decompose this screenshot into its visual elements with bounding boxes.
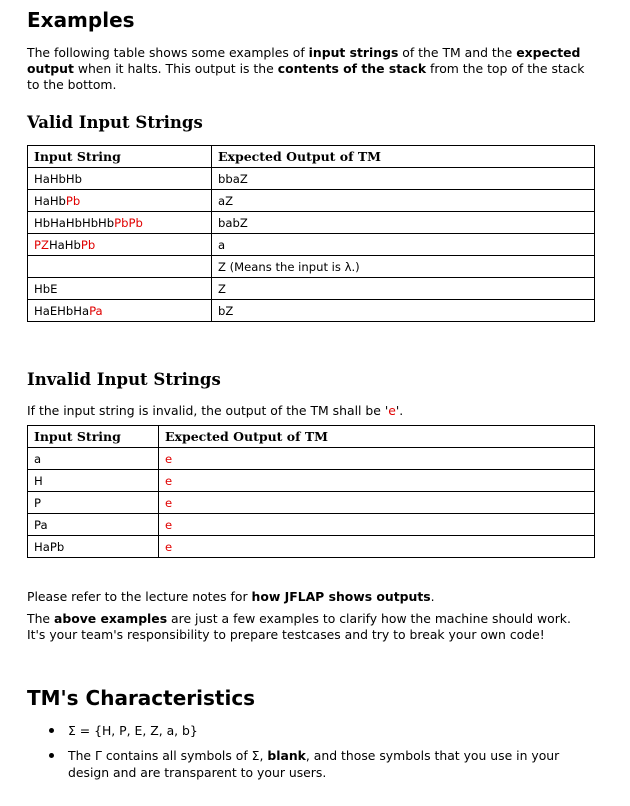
input-string-cell: Pa [28, 514, 159, 536]
input-segment-red: Pb [80, 237, 96, 252]
refer-paragraph [27, 589, 587, 605]
list-item [27, 747, 597, 781]
input-string-cell [28, 234, 212, 256]
input-segment: HaHb [48, 237, 81, 252]
table-row [28, 190, 595, 212]
invalid-table [27, 425, 595, 558]
table-row [28, 300, 595, 322]
input-string-cell [28, 212, 212, 234]
input-segment: HaHbHb [34, 171, 82, 186]
text-segment: . [430, 589, 435, 604]
text-segment: The Γ contains all symbols of Σ, [68, 748, 268, 763]
invalid-note-suffix: '. [395, 403, 404, 418]
input-string-cell: HaPb [28, 536, 159, 558]
table-row [28, 234, 595, 256]
table-row [28, 256, 595, 278]
table-row [28, 492, 595, 514]
examples-heading: Examples [27, 8, 135, 32]
input-segment: HbHaHbHbHb [34, 215, 115, 230]
table-row [28, 470, 595, 492]
input-string-cell: H [28, 470, 159, 492]
text-segment: from the top of the stack to the bottom. [27, 61, 585, 92]
text-segment: are just a few examples to clarify how the machine should work. It's your team's responsibility to prepare testcases and try to break your own code! [27, 611, 571, 642]
input-string-cell [28, 168, 212, 190]
text-segment: Σ = {H, P, E, Z, a, b} [68, 723, 198, 738]
input-segment: HbE [34, 281, 58, 296]
col-input-header: Input String [28, 426, 159, 448]
input-string-cell: a [28, 448, 159, 470]
table-row [28, 212, 595, 234]
input-string-cell [28, 190, 212, 212]
text-segment: when it halts. This output is the [73, 61, 278, 76]
invalid-heading: Invalid Input Strings [27, 370, 221, 389]
expected-output-cell: e [159, 448, 595, 470]
characteristics-list [27, 722, 597, 789]
text-segment: of the TM and the [398, 45, 517, 60]
table-row [28, 514, 595, 536]
col-output-header: Expected Output of TM [159, 426, 595, 448]
above-paragraph [27, 611, 587, 643]
input-segment-red: PZ [34, 237, 49, 252]
invalid-note [27, 403, 587, 419]
input-string-cell [28, 278, 212, 300]
invalid-note-value: e [388, 403, 396, 418]
input-segment-red: PbPb [114, 215, 143, 230]
expected-output-cell: aZ [212, 190, 595, 212]
invalid-table-header [28, 426, 595, 448]
table-row [28, 448, 595, 470]
examples-intro [27, 45, 587, 93]
table-row [28, 536, 595, 558]
input-segment: HaEHbHa [34, 303, 90, 318]
col-input-header: Input String [28, 146, 212, 168]
valid-heading: Valid Input Strings [27, 113, 203, 132]
expected-output-cell: e [159, 536, 595, 558]
invalid-note-prefix: If the input string is invalid, the output of the TM shall be ' [27, 403, 389, 418]
expected-output-cell: Z (Means the input is λ.) [212, 256, 595, 278]
text-segment: Please refer to the lecture notes for [27, 589, 252, 604]
input-segment-red: Pa [89, 303, 103, 318]
characteristics-heading: TM's Characteristics [27, 686, 256, 710]
list-item [27, 722, 597, 739]
expected-output-cell: e [159, 492, 595, 514]
bullet-icon [49, 753, 54, 758]
text-segment: expected output [27, 45, 581, 76]
input-string-cell: P [28, 492, 159, 514]
table-row [28, 168, 595, 190]
table-row [28, 278, 595, 300]
expected-output-cell: bZ [212, 300, 595, 322]
valid-table [27, 145, 595, 322]
bullet-icon [49, 728, 54, 733]
expected-output-cell: a [212, 234, 595, 256]
text-segment: how JFLAP shows outputs [251, 589, 431, 604]
text-segment: , and those symbols that you use in your design and are transparent to your users. [68, 748, 560, 780]
expected-output-cell: bbaZ [212, 168, 595, 190]
text-segment: The following table shows some examples of [27, 45, 309, 60]
expected-output-cell: Z [212, 278, 595, 300]
expected-output-cell: e [159, 470, 595, 492]
valid-table-header [28, 146, 595, 168]
text-segment: The [27, 611, 54, 626]
input-string-cell [28, 300, 212, 322]
text-segment: input strings [308, 45, 399, 60]
text-segment: blank [267, 748, 306, 763]
input-segment-red: Pb [65, 193, 81, 208]
text-segment: contents of the stack [277, 61, 427, 76]
col-output-header: Expected Output of TM [212, 146, 595, 168]
input-string-cell [28, 256, 212, 278]
text-segment: above examples [53, 611, 168, 626]
expected-output-cell: babZ [212, 212, 595, 234]
expected-output-cell: e [159, 514, 595, 536]
input-segment: HaHb [34, 193, 66, 208]
